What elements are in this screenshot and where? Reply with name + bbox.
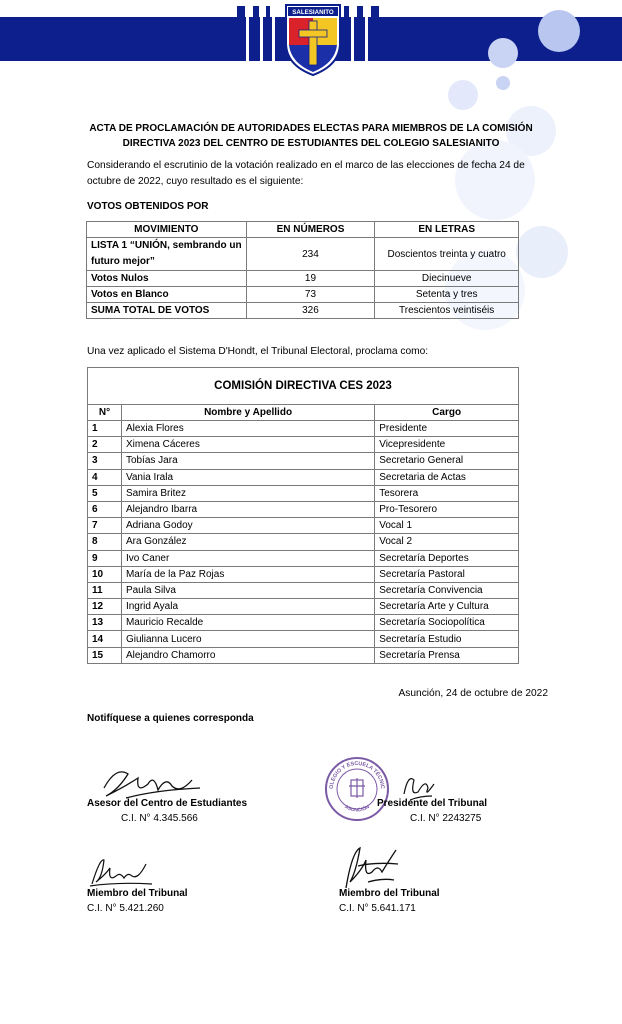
header-stripe xyxy=(237,6,245,61)
movement-cell: Votos Nulos xyxy=(87,271,247,287)
decorative-bubble xyxy=(488,38,518,68)
name-cell: Samira Britez xyxy=(121,485,374,501)
role-cell: Tesorera xyxy=(375,485,519,501)
name-cell: Ximena Cáceres xyxy=(121,437,374,453)
signature-role: Presidente del Tribunal xyxy=(377,798,488,809)
table-row xyxy=(87,287,519,303)
number-cell: 12 xyxy=(88,599,122,615)
number-cell: 1 xyxy=(88,421,122,437)
header-stripe xyxy=(351,17,354,61)
column-header: Nombre y Apellido xyxy=(121,405,374,421)
role-cell: Secretaría Arte y Cultura xyxy=(375,599,519,615)
role-cell: Vocal 1 xyxy=(375,518,519,534)
role-cell: Vocal 2 xyxy=(375,534,519,550)
table-row xyxy=(87,303,519,319)
number-cell: 5 xyxy=(88,485,122,501)
table-row xyxy=(88,469,519,485)
official-stamp xyxy=(322,752,390,822)
number-cell: 6 xyxy=(88,501,122,517)
votes-table-header xyxy=(87,222,519,238)
table-row xyxy=(88,485,519,501)
number-cell: 2 xyxy=(88,437,122,453)
role-cell: Presidente xyxy=(375,421,519,437)
signature-role: Miembro del Tribunal xyxy=(87,888,188,899)
column-header: MOVIMIENTO xyxy=(87,222,247,238)
movement-cell: SUMA TOTAL DE VOTOS xyxy=(87,303,247,319)
table-row xyxy=(88,599,519,615)
table-row xyxy=(88,453,519,469)
stamp-text-bottom: ASUNCIÓN xyxy=(343,804,371,814)
title-line-2: DIRECTIVA 2023 DEL CENTRO DE ESTUDIANTES DEL COLEGIO SALESIANITO xyxy=(122,138,500,149)
number-cell: 10 xyxy=(88,566,122,582)
name-cell: Ingrid Ayala xyxy=(121,599,374,615)
decorative-bubble xyxy=(538,10,580,52)
column-header: EN NÚMEROS xyxy=(246,222,375,238)
name-cell: Giulianna Lucero xyxy=(121,631,374,647)
name-cell: María de la Paz Rojas xyxy=(121,566,374,582)
signature-miembro-2 xyxy=(338,842,404,894)
number-cell: 7 xyxy=(88,518,122,534)
name-cell: Alexia Flores xyxy=(121,421,374,437)
number-cell: 14 xyxy=(88,631,122,647)
number-cell: 73 xyxy=(246,287,375,303)
table-row xyxy=(88,550,519,566)
intro-paragraph xyxy=(87,158,537,190)
header-stripe xyxy=(266,6,270,61)
table-row xyxy=(87,271,519,287)
votes-table xyxy=(86,221,519,319)
role-cell: Secretaría Sociopolítica xyxy=(375,615,519,631)
name-cell: Paula Silva xyxy=(121,582,374,598)
school-crest-logo xyxy=(282,3,344,77)
signature-ci: C.I. N° 4.345.566 xyxy=(121,813,198,824)
role-cell: Secretaria de Actas xyxy=(375,469,519,485)
name-cell: Adriana Godoy xyxy=(121,518,374,534)
table-row xyxy=(88,647,519,663)
date-line: Asunción, 24 de octubre de 2022 xyxy=(398,688,548,699)
signature-ci: C.I. N° 2243275 xyxy=(410,813,482,824)
name-cell: Alejandro Ibarra xyxy=(121,501,374,517)
header-stripe xyxy=(357,6,363,61)
letters-cell: Doscientos treinta y cuatro xyxy=(375,238,519,271)
notify-text: Notifíquese a quienes corresponda xyxy=(87,713,254,724)
role-cell: Secretaría Estudio xyxy=(375,631,519,647)
number-cell: 15 xyxy=(88,647,122,663)
signature-role: Miembro del Tribunal xyxy=(339,888,440,899)
intro-line-1: Considerando el escrutinio de la votación realizado en el marco de las elecciones de fecha 24 de xyxy=(87,160,525,171)
stamp-text-top: COLEGIO Y ESCUELA TÉCNICA xyxy=(322,752,386,790)
header-stripe xyxy=(344,6,349,61)
name-cell: Alejandro Chamorro xyxy=(121,647,374,663)
title-line-1: ACTA DE PROCLAMACIÓN DE AUTORIDADES ELECTAS PARA MIEMBROS DE LA COMISIÓN xyxy=(89,123,533,134)
signature-role: Asesor del Centro de Estudiantes xyxy=(87,798,248,809)
commission-table xyxy=(87,367,519,664)
table-row xyxy=(88,421,519,437)
role-cell: Pro-Tesorero xyxy=(375,501,519,517)
signature-ci: C.I. N° 5.421.260 xyxy=(87,903,164,914)
table-row xyxy=(88,631,519,647)
number-cell: 4 xyxy=(88,469,122,485)
role-cell: Secretaría Convivencia xyxy=(375,582,519,598)
header-stripe xyxy=(371,6,379,61)
letters-cell: Setenta y tres xyxy=(375,287,519,303)
header-stripe xyxy=(246,17,249,61)
table-row xyxy=(88,615,519,631)
signature-miembro-1 xyxy=(86,854,156,890)
number-cell: 19 xyxy=(246,271,375,287)
table-row xyxy=(87,238,519,271)
name-cell: Ivo Caner xyxy=(121,550,374,566)
column-header: Cargo xyxy=(375,405,519,421)
number-cell: 11 xyxy=(88,582,122,598)
intro-line-2: octubre de 2022, cuyo resultado es el siguiente: xyxy=(87,176,304,187)
document-title xyxy=(60,121,562,151)
number-cell: 9 xyxy=(88,550,122,566)
proclaim-text: Una vez aplicado el Sistema D'Hondt, el Tribunal Electoral, proclama como: xyxy=(87,346,429,357)
header-stripe xyxy=(365,17,368,61)
header-stripe xyxy=(272,17,275,61)
decorative-bubble xyxy=(516,226,568,278)
table-row xyxy=(88,566,519,582)
role-cell: Secretario General xyxy=(375,453,519,469)
table-row xyxy=(88,534,519,550)
table-row xyxy=(88,518,519,534)
number-cell: 13 xyxy=(88,615,122,631)
role-cell: Secretaría Pastoral xyxy=(375,566,519,582)
number-cell: 3 xyxy=(88,453,122,469)
decorative-bubble xyxy=(448,80,478,110)
table-row xyxy=(88,437,519,453)
commission-header xyxy=(88,405,519,421)
commission-title: COMISIÓN DIRECTIVA CES 2023 xyxy=(88,368,519,405)
votes-label: VOTOS OBTENIDOS POR xyxy=(87,201,209,212)
name-cell: Ara González xyxy=(121,534,374,550)
svg-text:ASUNCIÓN xyxy=(343,804,371,814)
number-cell: 326 xyxy=(246,303,375,319)
header-stripe xyxy=(260,17,263,61)
number-cell: 234 xyxy=(246,238,375,271)
signature-ci: C.I. N° 5.641.171 xyxy=(339,903,416,914)
letters-cell: Trescientos veintiséis xyxy=(375,303,519,319)
name-cell: Tobías Jara xyxy=(121,453,374,469)
column-header: N° xyxy=(88,405,122,421)
role-cell: Secretaría Prensa xyxy=(375,647,519,663)
header-stripe xyxy=(253,6,259,61)
role-cell: Secretaría Deportes xyxy=(375,550,519,566)
name-cell: Vania Irala xyxy=(121,469,374,485)
movement-cell: Votos en Blanco xyxy=(87,287,247,303)
commission-caption-row xyxy=(88,368,519,405)
table-row xyxy=(88,501,519,517)
role-cell: Vicepresidente xyxy=(375,437,519,453)
name-cell: Mauricio Recalde xyxy=(121,615,374,631)
letters-cell: Diecinueve xyxy=(375,271,519,287)
number-cell: 8 xyxy=(88,534,122,550)
column-header: EN LETRAS xyxy=(375,222,519,238)
crest-text: SALESIANITO xyxy=(292,9,334,16)
decorative-bubble xyxy=(496,76,510,90)
movement-cell: LISTA 1 “UNIÓN, sembrando un futuro mejor” xyxy=(87,238,247,271)
table-row xyxy=(88,582,519,598)
